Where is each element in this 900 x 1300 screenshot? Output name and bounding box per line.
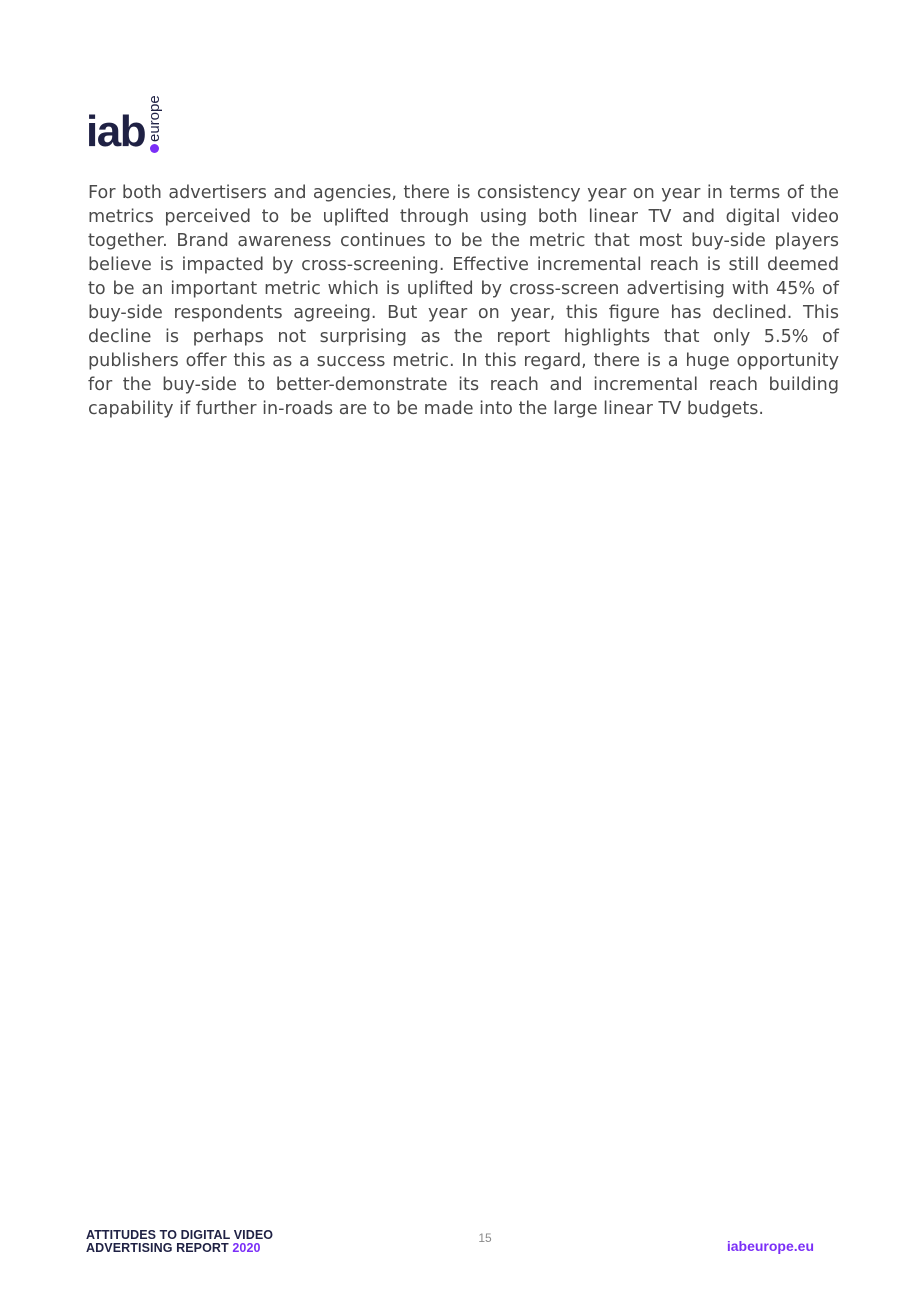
report-title <box>86 1229 273 1255</box>
logo-iab-text: iab <box>86 107 146 156</box>
website-link[interactable]: iabeurope.eu <box>726 1238 814 1254</box>
report-title-line-1: ATTITUDES TO DIGITAL VIDEO <box>86 1228 274 1242</box>
logo-dot <box>150 144 159 153</box>
page-number: 15 <box>478 1231 492 1245</box>
report-title-text: ADVERTISING REPORT <box>86 1241 229 1255</box>
report-title-line-2 <box>86 1242 273 1255</box>
logo-europe-text: europe <box>146 95 163 142</box>
iab-europe-logo <box>86 86 166 156</box>
body-paragraph: For both advertisers and agencies, there is consistency year on year in terms of the metrics perceived to be uplifted through using both linear TV and digital video together. Brand awareness continues to be the metric that most buy-side players believe is impacted by cross-screening. Effective incremental reach is still deemed to be an important metric which is uplifted by cross-screen advertising with 45% of buy-side respondents agreeing. But year on year, this figure has declined. This decline is perhaps not surprising as the report highlights that only 5.5% of publishers offer this as a success metric. In this regard, there is a huge opportunity for the buy-side to better-demonstrate its reach and incremental reach building capability if further in-roads are to be made into the large linear TV budgets. <box>88 183 839 419</box>
report-year: 2020 <box>232 1241 261 1255</box>
